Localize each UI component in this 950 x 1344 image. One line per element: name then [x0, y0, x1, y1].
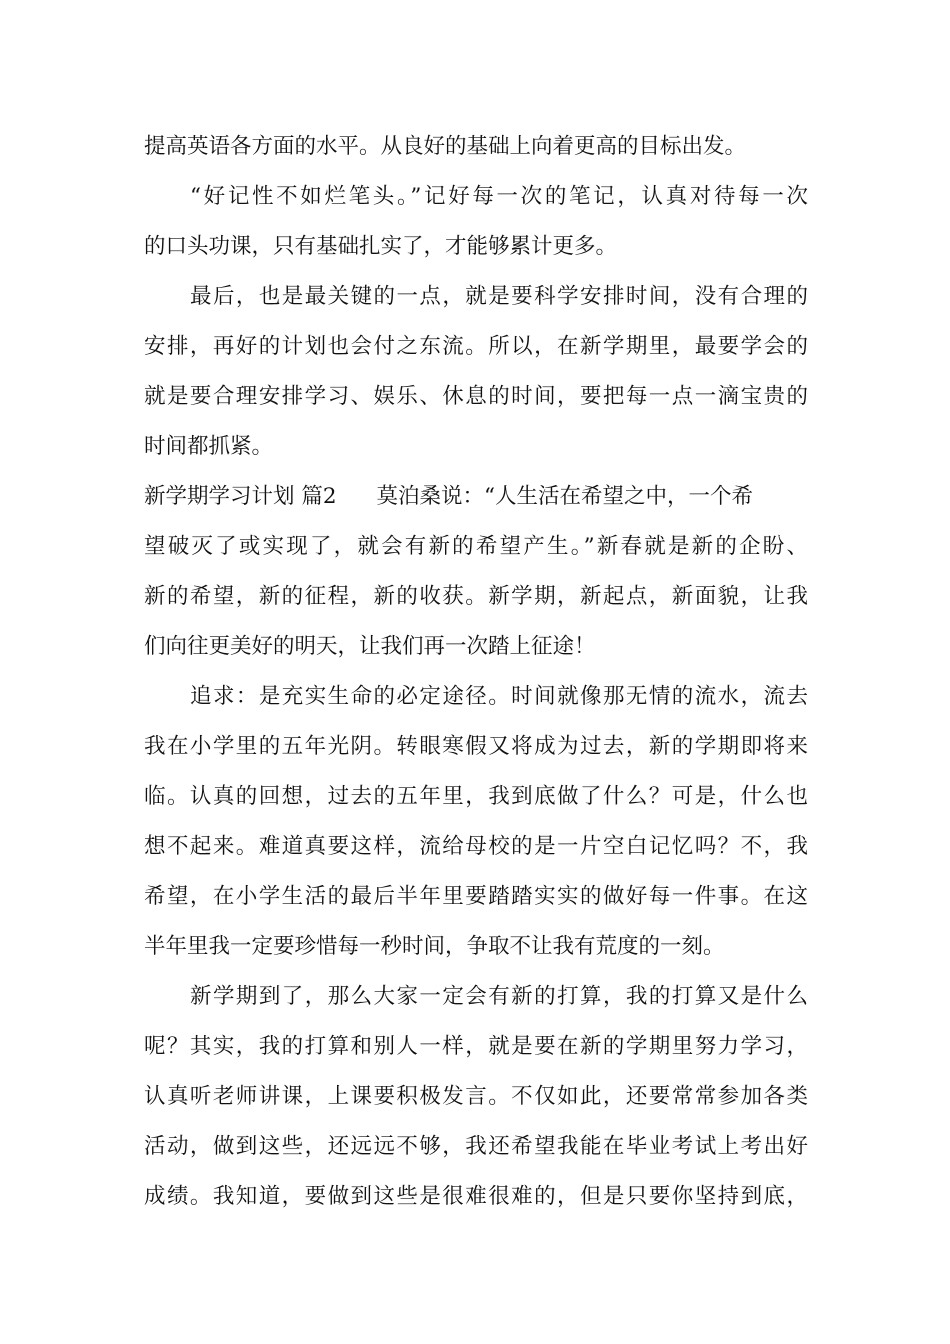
- document-page: [144, 122, 808, 1222]
- paragraph-line: 希望，在小学生活的最后半年里要踏踏实实的做好每一件事。在这: [144, 884, 808, 909]
- paragraph-line: 呢？其实，我的打算和别人一样，就是要在新的学期里努力学习，: [144, 1034, 808, 1059]
- paragraph-line: 成绩。我知道，要做到这些是很难很难的，但是只要你坚持到底，: [144, 1184, 808, 1209]
- paragraph-line: 安排，再好的计划也会付之东流。所以，在新学期里，最要学会的: [144, 334, 808, 359]
- paragraph-line: 新学期到了，那么大家一定会有新的打算，我的打算又是什么: [190, 984, 808, 1009]
- paragraph-line: 新的希望，新的征程，新的收获。新学期，新起点，新面貌，让我: [144, 584, 808, 609]
- section-heading-line: [144, 472, 808, 522]
- paragraph-line: 我在小学里的五年光阴。转眼寒假又将成为过去，新的学期即将来: [144, 734, 808, 759]
- section-heading: 新学期学习计划 篇2: [144, 484, 337, 509]
- paragraph-line: 活动，做到这些，还远远不够，我还希望我能在毕业考试上考出好: [144, 1134, 808, 1159]
- paragraph-line: 认真听老师讲课，上课要积极发言。不仅如此，还要常常参加各类: [144, 1084, 808, 1109]
- paragraph-line: 追求：是充实生命的必定途径。时间就像那无情的流水，流去: [190, 684, 808, 709]
- paragraph-line: 临。认真的回想，过去的五年里，我到底做了什么？可是，什么也: [144, 784, 808, 809]
- paragraph-line: 时间都抓紧。: [144, 434, 274, 459]
- paragraph-line: 想不起来。难道真要这样，流给母校的是一片空白记忆吗？不，我: [144, 834, 808, 859]
- paragraph-line: 望破灭了或实现了，就会有新的希望产生。”新春就是新的企盼、: [144, 534, 808, 559]
- paragraph-line: 们向往更美好的明天，让我们再一次踏上征途！: [144, 634, 596, 659]
- paragraph-line: 的口头功课，只有基础扎实了，才能够累计更多。: [144, 234, 618, 259]
- paragraph-line: 最后，也是最关键的一点，就是要科学安排时间，没有合理的: [190, 284, 808, 309]
- paragraph-line: 提高英语各方面的水平。从良好的基础上向着更高的目标出发。: [144, 134, 747, 159]
- paragraph-line: 莫泊桑说：“人生活在希望之中，一个希: [376, 484, 754, 509]
- paragraph-line: 半年里我一定要珍惜每一秒时间，争取不让我有荒度的一刻。: [144, 934, 725, 959]
- paragraph-line: 就是要合理安排学习、娱乐、休息的时间，要把每一点一滴宝贵的: [144, 384, 808, 409]
- paragraph-line: “好记性不如烂笔头。”记好每一次的笔记，认真对待每一次: [190, 184, 808, 209]
